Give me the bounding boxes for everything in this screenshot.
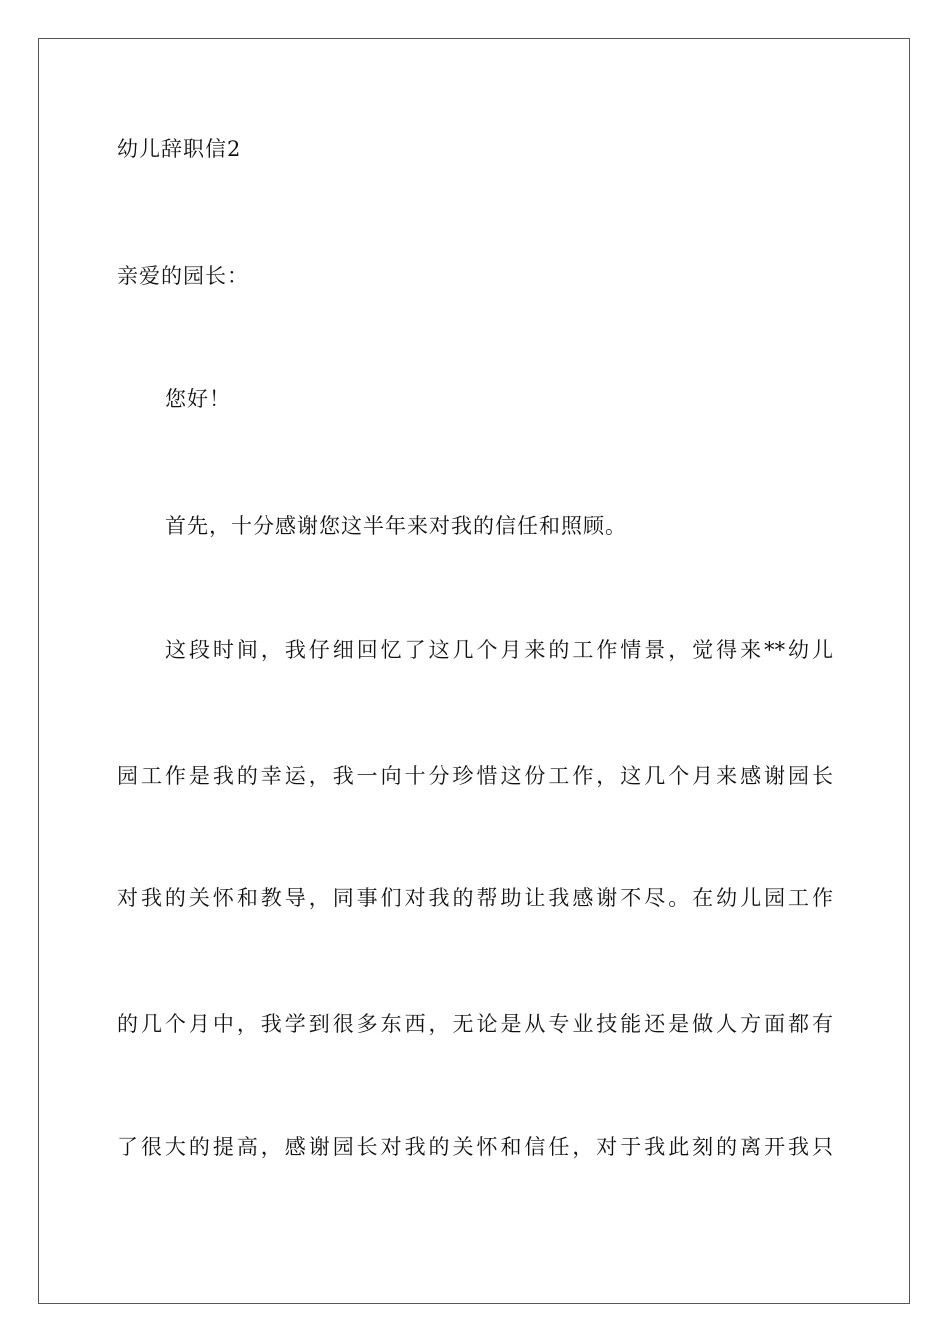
paragraph-2-line-2: 园工作是我的幸运，我一向十分珍惜这份工作，这几个月来感谢园长 xyxy=(117,764,833,788)
document-title: 幼儿辞职信2 xyxy=(117,137,242,161)
salutation: 亲爱的园长： xyxy=(117,264,249,288)
greeting: 您好！ xyxy=(165,387,231,411)
paragraph-2-line-5: 了很大的提高，感谢园长对我的关怀和信任，对于我此刻的离开我只 xyxy=(117,1135,833,1159)
paragraph-1: 首先，十分感谢您这半年来对我的信任和照顾。 xyxy=(165,514,627,538)
paragraph-2-line-1: 这段时间，我仔细回忆了这几个月来的工作情景，觉得来**幼儿 xyxy=(165,638,833,662)
page-frame xyxy=(38,38,910,1304)
paragraph-2-line-3: 对我的关怀和教导，同事们对我的帮助让我感谢不尽。在幼儿园工作 xyxy=(117,886,833,910)
paragraph-2-line-4: 的几个月中，我学到很多东西，无论是从专业技能还是做人方面都有 xyxy=(117,1012,833,1036)
